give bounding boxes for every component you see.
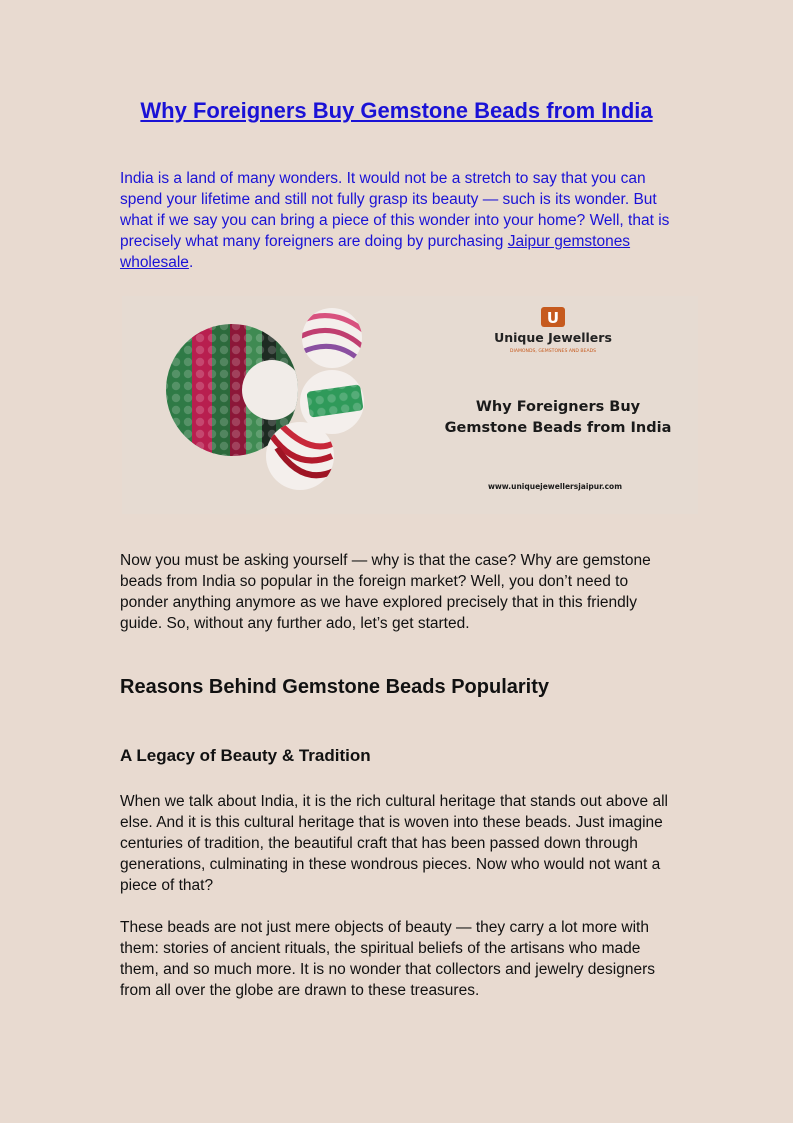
logo-letter: U [546, 309, 560, 327]
page-title[interactable]: Why Foreigners Buy Gemstone Beads from India [140, 98, 653, 123]
banner-headline-line1: Why Foreigners Buy [475, 399, 641, 415]
article-banner-image [122, 296, 698, 514]
intro-end: . [188, 254, 194, 271]
banner-url: www.uniquejewellersjaipur.com [487, 482, 623, 491]
paragraph-heritage: When we talk about India, it is the rich cultural heritage that stands out above all else. And it is this cultural heritage that is woven into these beads. Just imagine centuries of tradition, the beautiful craft that has been passed down through generations, culminating in these wondrous pieces. Now who would not want a piece of that? [120, 793, 668, 894]
section-heading-reasons: Reasons Behind Gemstone Beads Popularity [120, 676, 549, 698]
jaipur-gemstones-link[interactable]: Jaipur gemstones wholesale [120, 233, 631, 271]
banner-tagline: DIAMONDS, GEMSTONES AND BEADS [509, 349, 597, 354]
banner-headline-line2: Gemstone Beads from India [444, 420, 672, 436]
paragraph-beyond-beauty: These beads are not just mere objects of beauty — they carry a lot more with them: stories of ancient rituals, the spiritual beliefs of the artisans who made them, and so much more. It is no wonder that collectors and jewelry designers from all over the globe are drawn to these treasures. [120, 919, 656, 999]
subheading-legacy: A Legacy of Beauty & Tradition [120, 746, 371, 765]
brand-logo [541, 307, 565, 327]
banner-brand-name: Unique Jewellers [494, 330, 612, 345]
pink-beads-photo [292, 308, 370, 368]
intro-text: India is a land of many wonders. It would not be a stretch to say that you can spend your lifetime and still not fully grasp its beauty — such is its wonder. But what if we say you can bring a piece of this wonder into your home? Well, that is precisely what many foreigners are doing by purchasing [120, 170, 670, 250]
intro-paragraph [120, 168, 673, 273]
paragraph-why: Now you must be asking yourself — why is that the case? Why are gemstone beads from India so popular in the foreign market? Well, you don’t need to ponder anything anymore as we have explored precisely that in this friendly guide. So, without any further ado, let’s get started. [120, 552, 651, 632]
